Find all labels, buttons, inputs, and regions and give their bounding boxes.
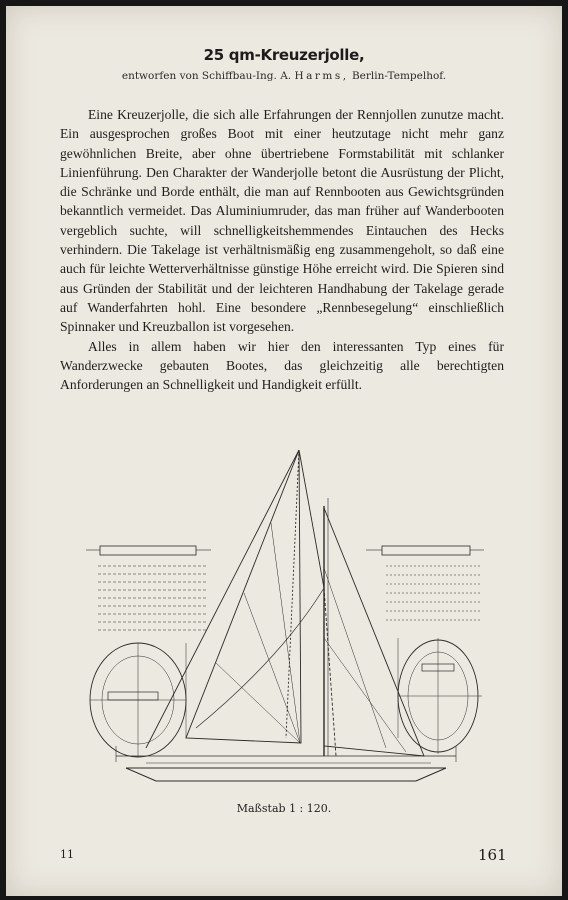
article-body <box>60 105 504 394</box>
page-number: 161 <box>478 846 507 864</box>
sail-plan-drawing <box>86 438 486 798</box>
paragraph-2: Alles in allem haben wir hier den interessanten Typ eines für Wanderzwecke gebauten Bootes, das gleichzeitig alle berechtigten Anforderungen an Schnelligkeit und Handigkeit erfüllt. <box>60 338 504 393</box>
book-page <box>6 6 562 896</box>
hull-section-left <box>90 643 186 757</box>
byline-suffix: Berlin-Tempelhof. <box>351 70 447 82</box>
hull <box>126 768 446 781</box>
article-title: 25 qm-Kreuzerjolle, <box>203 46 365 64</box>
figure-caption: Maßstab 1 : 120. <box>236 802 332 815</box>
byline-prefix: entworfen von Schiffbau-Ing. A. <box>121 70 292 82</box>
article-byline <box>6 70 562 82</box>
byline-name: Harms, <box>294 70 349 82</box>
paragraph-1: Eine Kreuzerjolle, die sich alle Erfahrungen der Rennjollen zunutze macht. Ein ausgesprochen großes Boot mit einer heutzutage nicht mehr ganz gewöhnlichen Breite, aber ohne übertriebene Formstabilität mit schlanker Linienführung. Den Charakter der Wanderjolle betont die Ausrüstung der Plicht, die Schränke und Borde enthält, die man auf Rennbooten aus Gewichtsgründen bekanntlich vermeidet. Das Aluminiumruder, das man früher auf Wanderbooten vergeblich suchte, will schnelligkeitshemmendes Eintauchen des Hecks verhindern. Die Takelage ist verhältnismäßig eng zusammengeholt, so daß eine auch für leichte Wetterverhältnisse günstige Höhe erreicht wird. Die Spieren sind aus Gründen der Stabilität und der leichteren Handhabung der Takelage gerade auf Wanderfahrten hohl. Eine besondere „Rennbesegelung“ einschließlich Spinnaker und Kreuzballon ist vorgesehen. <box>60 107 504 335</box>
hull-section-right <box>398 638 482 754</box>
mainsail <box>324 508 424 756</box>
folio-left: 11 <box>60 848 74 861</box>
